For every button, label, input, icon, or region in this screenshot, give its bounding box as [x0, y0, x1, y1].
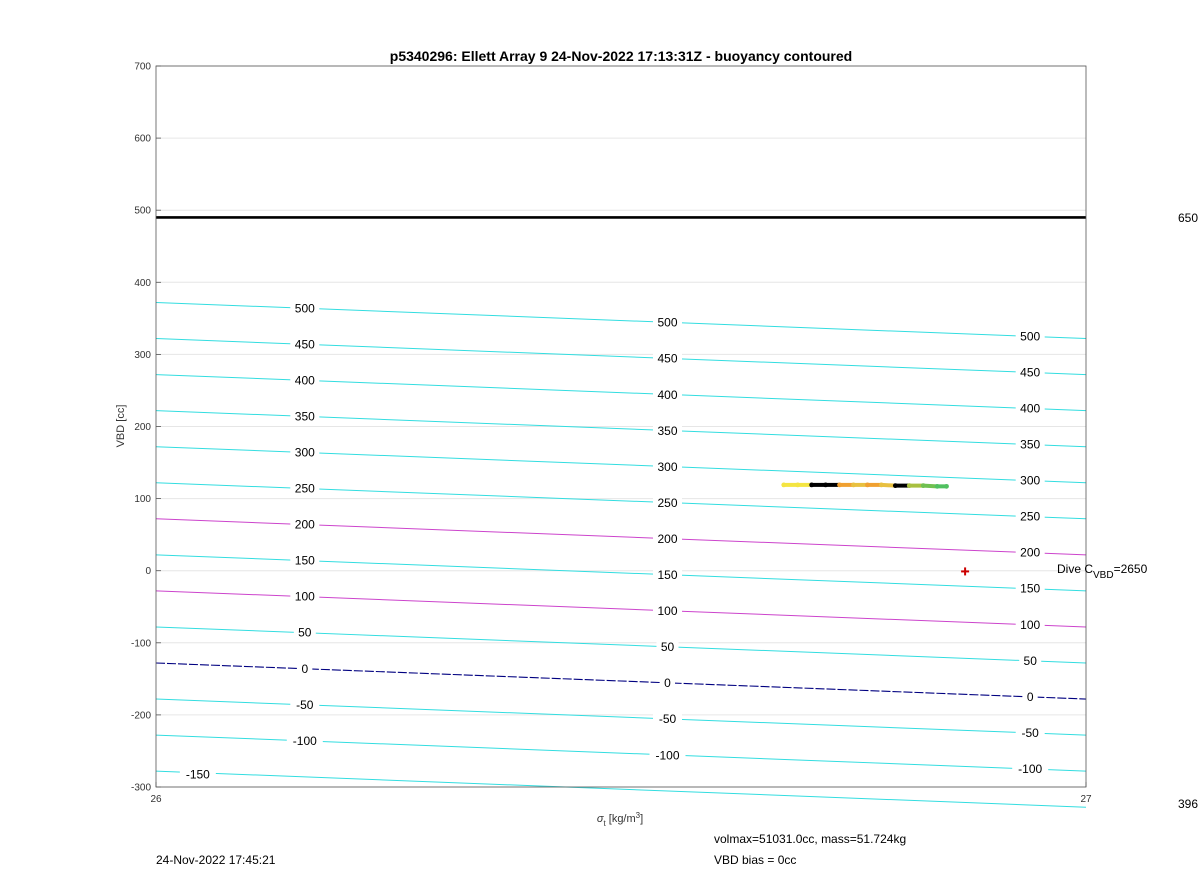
contour-label: -100	[1018, 761, 1043, 776]
right-label-top: 650	[1178, 211, 1199, 225]
dive-point	[893, 483, 898, 488]
contour-label: 200	[657, 531, 678, 546]
y-tick-label: 400	[134, 277, 151, 289]
right-label-bottom: 396	[1178, 797, 1199, 811]
dive-cvbd-label	[1057, 562, 1148, 581]
contour-label: 350	[1020, 437, 1041, 452]
contour-label: 100	[657, 604, 678, 619]
dive-point	[823, 483, 828, 488]
contour-label: 500	[294, 301, 315, 316]
dive-points	[781, 483, 949, 489]
y-tick-label: 500	[134, 205, 151, 217]
contour-label: 400	[1020, 401, 1041, 416]
contour-label: 0	[1026, 689, 1034, 704]
contour-label: 250	[1020, 509, 1041, 524]
contour-label: 300	[1020, 473, 1041, 488]
x-tick-label: 27	[1080, 794, 1092, 805]
contour-label: 250	[657, 495, 678, 510]
x-axis-label	[597, 811, 643, 828]
contour-label: 450	[657, 351, 678, 366]
contour-label: 150	[1020, 581, 1041, 596]
contour-line	[156, 771, 1086, 807]
contour-label: -100	[292, 733, 317, 748]
contour-label: 250	[294, 481, 315, 496]
x-tick-label: 26	[150, 794, 162, 805]
dive-point	[865, 483, 870, 488]
contour-label: 400	[294, 373, 315, 388]
x-axis-subscript: t	[603, 819, 606, 828]
contour-label: -50	[658, 712, 677, 727]
grid	[156, 66, 1086, 787]
dive-point	[907, 483, 912, 488]
y-tick-label: -200	[130, 710, 151, 722]
y-tick-label: 300	[134, 349, 151, 361]
contour-label: 100	[1020, 617, 1041, 632]
dive-cvbd-subscript: VBD	[1093, 570, 1114, 581]
dive-point	[809, 483, 814, 488]
contour-label: 400	[657, 387, 678, 402]
y-tick-label: 100	[134, 494, 151, 506]
dive-cvbd-value: =2650	[1113, 562, 1148, 576]
x-axis-close: ]	[640, 813, 644, 825]
contour-label: -50	[296, 697, 314, 712]
y-tick-label: 700	[134, 61, 151, 73]
dive-point	[781, 483, 786, 488]
contour-label: 500	[1020, 329, 1041, 344]
contour-labels	[180, 300, 1048, 781]
chart-title: p5340296: Ellett Array 9 24-Nov-2022 17:13:31Z - buoyancy contoured	[389, 48, 853, 64]
contour-label: 450	[1020, 365, 1041, 380]
y-tick-label: 0	[145, 566, 151, 578]
contour-label: -100	[655, 748, 680, 763]
contour-label: 500	[657, 315, 678, 330]
y-tick-label: 600	[134, 133, 151, 145]
dive-point	[837, 483, 842, 488]
contour-label: -150	[185, 767, 210, 782]
dive-point	[851, 483, 856, 488]
x-axis-unit: [kg/m	[605, 813, 636, 825]
dive-point	[944, 484, 949, 489]
y-tick-labels	[131, 62, 161, 794]
contour-label: 150	[294, 553, 315, 568]
contour-label: 200	[294, 517, 315, 532]
y-axis-label: VBD [cc]	[115, 404, 127, 448]
dive-point	[935, 484, 940, 489]
contour-label: 350	[657, 423, 678, 438]
timestamp-text: 24-Nov-2022 17:45:21	[156, 853, 276, 867]
x-axis-symbol: σ	[596, 813, 604, 825]
contour-label: 200	[1020, 545, 1041, 560]
contour-label: 100	[294, 589, 315, 604]
dive-point	[795, 483, 800, 488]
y-tick-label: -100	[130, 638, 151, 650]
contour-label: 50	[298, 625, 312, 640]
contour-label: 50	[660, 640, 675, 655]
contour-label: 50	[1023, 653, 1037, 668]
dive-cvbd-prefix: Dive C	[1057, 562, 1094, 576]
contour-label: -50	[1021, 725, 1039, 740]
contour-label: 300	[294, 445, 315, 460]
contour-label: 450	[294, 337, 315, 352]
volmax-text: volmax=51031.0cc, mass=51.724kg	[714, 832, 907, 846]
y-tick-label: 200	[134, 422, 151, 433]
contour-label: 150	[657, 568, 678, 583]
contour-label: 0	[664, 676, 671, 691]
dive-point	[879, 483, 884, 488]
contour-label: 300	[657, 459, 678, 474]
contour-line	[156, 663, 1086, 699]
dive-point	[921, 483, 926, 488]
vbd-bias-text: VBD bias = 0cc	[714, 853, 797, 867]
contour-label: 350	[294, 409, 315, 424]
dive-marker	[961, 567, 969, 575]
y-tick-label: -300	[130, 782, 151, 794]
contour-label: 0	[301, 661, 309, 676]
x-axis-superscript: 3	[635, 811, 641, 820]
